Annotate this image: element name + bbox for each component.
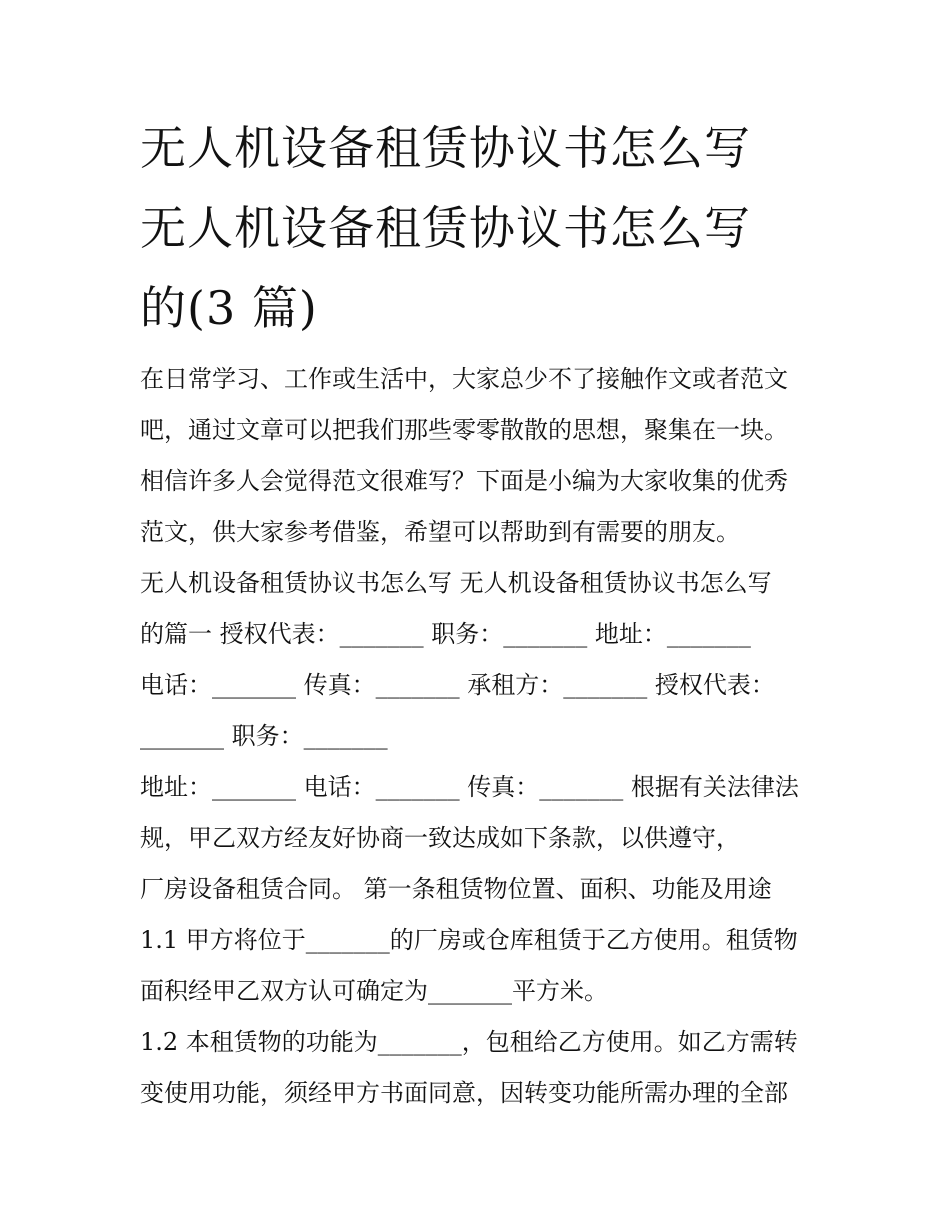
body-line: 面积经甲乙双方认可确定为_______平方米。: [140, 977, 608, 1005]
body-line: 地址：_______ 电话：_______ 传真：_______ 根据有关法律法: [140, 773, 799, 801]
body-line: 的篇一 授权代表：_______ 职务：_______ 地址：_______: [140, 620, 751, 648]
body-line: 在日常学习、工作或生活中，大家总少不了接触作文或者范文: [140, 365, 788, 393]
body-line: 厂房设备租赁合同。 第一条租赁物位置、面积、功能及用途: [140, 875, 772, 903]
body-line: 相信许多人会觉得范文很难写？下面是小编为大家收集的优秀: [140, 467, 788, 495]
body-line: 电话：_______ 传真：_______ 承租方：_______ 授权代表：: [140, 671, 775, 699]
body-line: 无人机设备租赁协议书怎么写 无人机设备租赁协议书怎么写: [140, 569, 772, 597]
body-line: _______ 职务：_______: [140, 722, 388, 750]
body-line: 1.1 甲方将位于_______的厂房或仓库租赁于乙方使用。租赁物: [140, 926, 798, 954]
document-body: [140, 354, 830, 1119]
body-line: 规，甲乙双方经友好协商一致达成如下条款，以供遵守，: [140, 824, 740, 852]
body-line: 1.2 本租赁物的功能为_______，包租给乙方使用。如乙方需转: [140, 1028, 798, 1056]
body-line: 范文，供大家参考借鉴，希望可以帮助到有需要的朋友。: [140, 518, 740, 546]
title-line: 无人机设备租赁协议书怎么写: [140, 201, 751, 255]
body-line: 变使用功能，须经甲方书面同意，因转变功能所需办理的全部: [140, 1079, 788, 1107]
title-line: 无人机设备租赁协议书怎么写: [140, 121, 751, 175]
title-line: 的(3 篇): [140, 281, 318, 335]
document-title: [140, 108, 830, 348]
body-line: 吧，通过文章可以把我们那些零零散散的思想，聚集在一块。: [140, 416, 788, 444]
